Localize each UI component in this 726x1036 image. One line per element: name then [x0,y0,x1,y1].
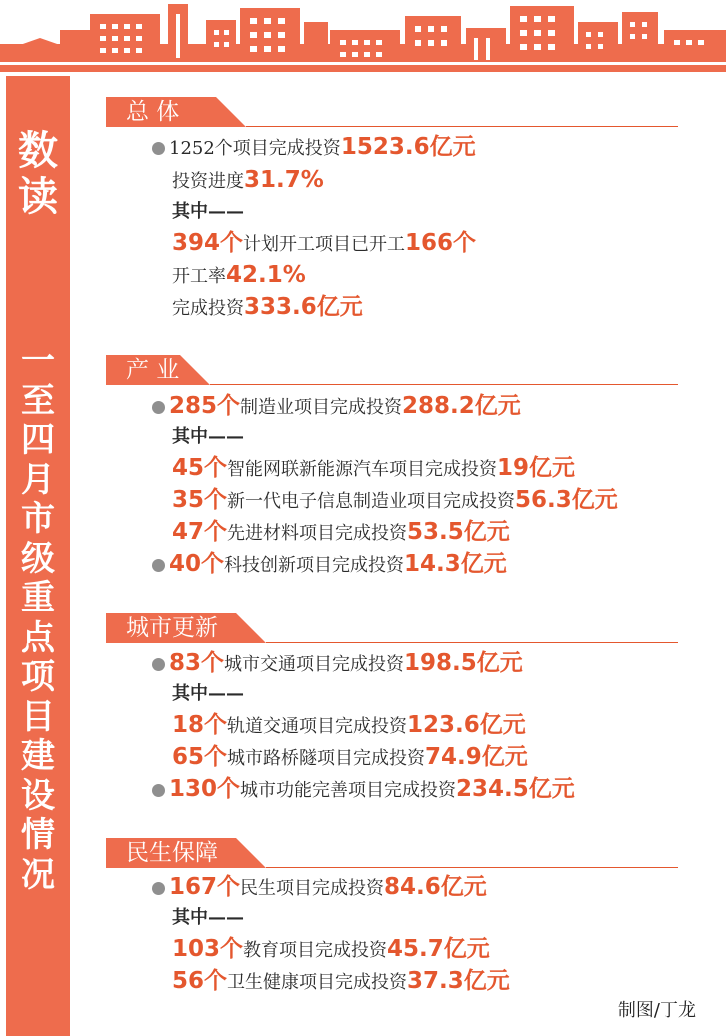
section-title: 总 体 [126,99,180,125]
city-skyline-illustration [0,0,726,72]
bullet-icon [152,882,165,895]
list-item: 167个民生项目完成投资84.6亿元 [152,871,487,903]
list-item: 投资进度31.7% [172,167,324,193]
section-divider [266,642,678,643]
list-item: 130个城市功能完善项目完成投资234.5亿元 [152,773,575,805]
section-divider [266,867,678,868]
list-item: 1252个项目完成投资1523.6亿元 [152,131,476,163]
section-title: 民生保障 [126,840,218,866]
section-header-urban [106,613,678,643]
sub-heading: 其中—— [172,683,244,704]
sidebar-title: 数读 [18,128,58,220]
sub-heading: 其中—— [172,201,244,222]
bullet-icon [152,559,165,572]
list-item: 47个先进材料项目完成投资53.5亿元 [172,519,510,545]
list-item: 65个城市路桥隧项目完成投资74.9亿元 [172,744,528,770]
list-item: 285个制造业项目完成投资288.2亿元 [152,390,521,422]
list-item: 开工率42.1% [172,262,306,288]
section-title: 城市更新 [126,615,218,641]
section-header-livelihood [106,838,678,868]
list-item: 45个智能网联新能源汽车项目完成投资19亿元 [172,455,576,481]
list-item: 103个教育项目完成投资45.7亿元 [172,936,490,962]
bullet-icon [152,784,165,797]
bullet-icon [152,142,165,155]
list-item: 56个卫生健康项目完成投资37.3亿元 [172,968,510,994]
sub-heading: 其中—— [172,907,244,928]
bullet-icon [152,401,165,414]
section-divider [246,126,678,127]
bullet-icon [152,658,165,671]
section-title: 产 业 [126,357,180,383]
list-item: 40个科技创新项目完成投资14.3亿元 [152,548,507,580]
list-item: 35个新一代电子信息制造业项目完成投资56.3亿元 [172,487,618,513]
graphic-credit: 制图/丁龙 [617,1000,696,1021]
list-item: 83个城市交通项目完成投资198.5亿元 [152,647,523,679]
section-header-overall [106,97,678,127]
sidebar-banner [6,76,70,1036]
list-item: 完成投资333.6亿元 [172,294,363,320]
sub-heading: 其中—— [172,426,244,447]
section-header-industry [106,355,678,385]
list-item: 394个计划开工项目已开工166个 [172,230,477,256]
section-divider [210,384,678,385]
list-item: 18个轨道交通项目完成投资123.6亿元 [172,712,526,738]
sidebar-subtitle: 一至四月市级重点项目建设情况 [21,341,55,895]
